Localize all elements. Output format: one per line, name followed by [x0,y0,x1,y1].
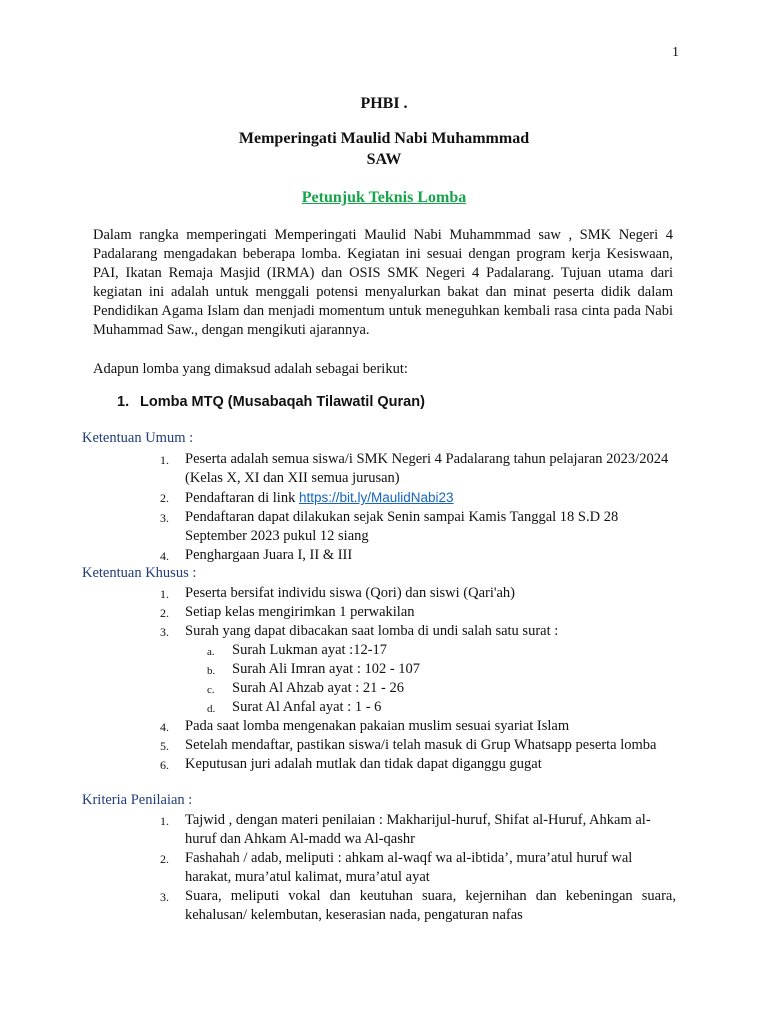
list-text: Setelah mendaftar, pastikan siswa/i telah masuk di Grup Whatsapp peserta lomba [185,737,657,753]
list-number: 3. [160,890,169,904]
list-number: 2. [160,606,169,620]
list-text: Suara, meliputi vokal dan keutuhan suara, kejernihan dan kebeningan suara, kehalusan/ kelembutan, keserasian nada, pengaturan nafas [185,888,676,923]
list-number: 4. [160,720,169,734]
surah-text: Surah Ali Imran ayat : 102 - 107 [232,661,421,677]
ketentuan-umum-list [160,450,676,565]
kriteria-heading: Kriteria Penilaian : [82,792,193,808]
list-item [160,584,676,603]
list-number: 1. [160,587,169,601]
list-number: 2. [160,852,169,866]
surah-letter: a. [207,646,215,658]
list-item [160,603,676,622]
surah-letter: c. [207,684,215,696]
ketentuan-umum-heading: Ketentuan Umum : [82,430,194,446]
document-title-line-3: SAW [366,151,402,168]
list-text: Penghargaan Juara I, II & III [185,547,353,563]
list-number: 1. [160,814,169,828]
kriteria-list [160,811,676,925]
list-item [160,450,676,488]
surah-item [207,660,420,679]
list-text: Pada saat lomba mengenakan pakaian muslim sesuai syariat Islam [185,718,570,734]
document-title-line-1: PHBI . [360,95,408,112]
section-heading [117,393,425,412]
surah-item [207,698,420,717]
list-item [160,755,676,774]
list-item [160,849,676,887]
list-item [160,488,676,508]
list-text: Pendaftaran di link [185,490,299,506]
ketentuan-khusus-list-a [160,584,676,641]
surah-text: Surah Al Ahzab ayat : 21 - 26 [232,680,404,696]
document-title-line-2: Memperingati Maulid Nabi Muhammmad [238,130,530,147]
list-number: 4. [160,549,169,563]
registration-link[interactable]: https://bit.ly/MaulidNabi23 [298,490,454,505]
list-text: Setiap kelas mengirimkan 1 perwakilan [185,604,415,620]
surah-letter: d. [207,703,216,715]
section-number: 1. [117,394,130,410]
list-item [160,736,676,755]
list-text: Pendaftaran dapat dilakukan sejak Senin sampai Kamis Tanggal 18 S.D 28 September 2023 pukul 12 siang [185,509,619,544]
list-number: 3. [160,511,169,525]
list-item [160,508,676,546]
list-text: Peserta bersifat individu siswa (Qori) dan siswi (Qari'ah) [185,585,515,601]
list-text: Surah yang dapat dibacakan saat lomba di undi salah satu surat : [185,623,559,639]
surah-text: Surah Lukman ayat :12-17 [232,642,388,658]
list-item [160,717,676,736]
list-number: 1. [160,453,169,467]
surah-letter: b. [207,665,216,677]
list-item [160,546,676,565]
list-item [160,811,676,849]
surah-text: Surat Al Anfal ayat : 1 - 6 [232,699,382,715]
page-number: 1 [672,45,679,60]
list-text: Peserta adalah semua siswa/i SMK Negeri 4 Padalarang tahun pelajaran 2023/2024 (Kelas X, XI dan XII semua jurusan) [185,451,669,486]
list-item [160,887,676,925]
intro-paragraph: Dalam rangka memperingati Memperingati Maulid Nabi Muhammmad saw , SMK Negeri 4 Padalarang mengadakan beberapa lomba. Kegiatan ini sesuai dengan program kerja Kesiswaan, PAI, Ikatan Remaja Masjid (IRMA) dan OSIS SMK Negeri 4 Padalarang. Tujuan utama dari kegiatan ini adalah untuk menggali potensi menyalurkan bakat dan minat peserta didik dalam Pendidikan Agama Islam dan menjadi momentum untuk meneguhkan kembali rasa cinta pada Nabi Muhammad Saw., dengan mengikuti ajarannya. [93,227,673,338]
list-number: 6. [160,758,169,772]
list-item [160,622,676,641]
document-subtitle: Petunjuk Teknis Lomba [301,189,467,206]
list-number: 3. [160,625,169,639]
list-number: 2. [160,491,169,505]
list-text: Tajwid , dengan materi penilaian : Makharijul-huruf, Shifat al-Huruf, Ahkam al-huruf dan Ahkam Al-madd wa Al-qashr [185,812,651,847]
list-text: Keputusan juri adalah mutlak dan tidak dapat diganggu gugat [185,756,542,772]
list-number: 5. [160,739,169,753]
ketentuan-khusus-list-b [160,717,676,774]
ketentuan-khusus-heading: Ketentuan Khusus : [82,565,197,581]
section-title: Lomba MTQ (Musabaqah Tilawatil Quran) [140,394,425,410]
surah-list [207,641,420,717]
surah-item [207,641,420,660]
surah-item [207,679,420,698]
lead-paragraph: Adapun lomba yang dimaksud adalah sebagai berikut: [93,361,408,377]
list-text: Fashahah / adab, meliputi : ahkam al-waqf wa al-ibtida’, mura’atul huruf wal harakat, mura’atul kalimat, mura’atul ayat [185,850,633,885]
